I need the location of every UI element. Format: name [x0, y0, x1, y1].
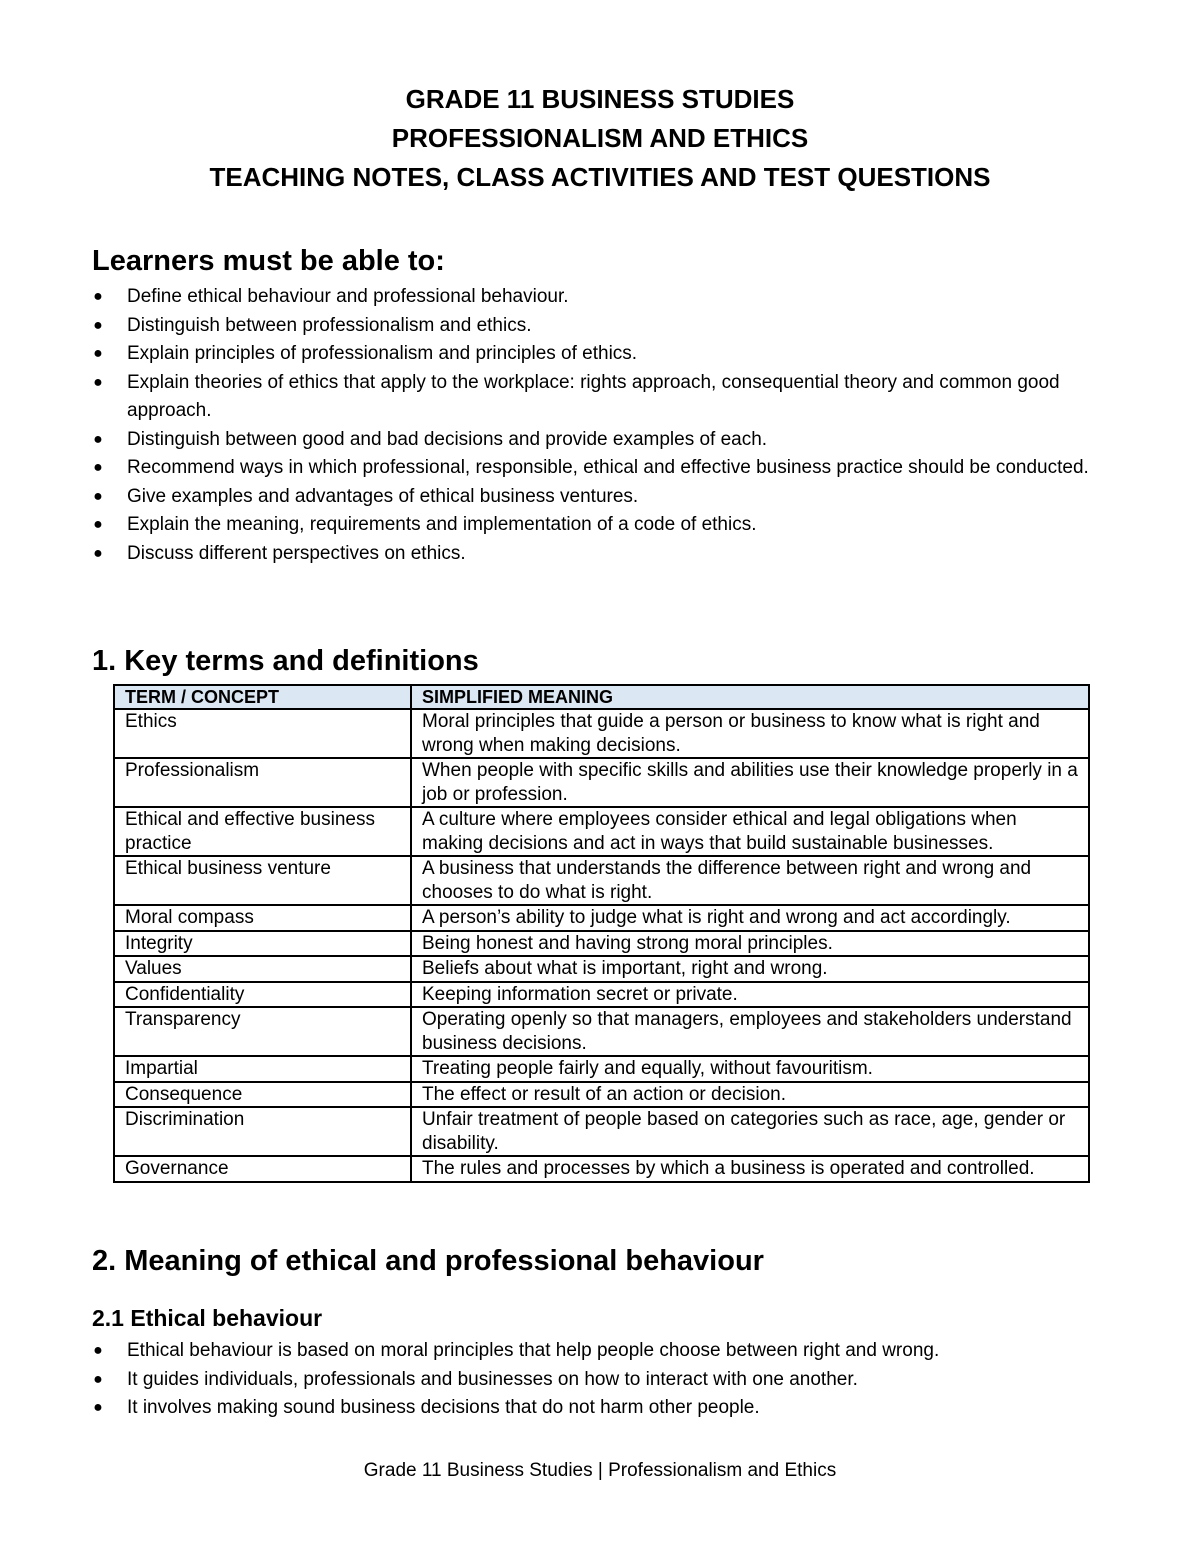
meaning-cell: Beliefs about what is important, right and wrong.: [411, 956, 1089, 982]
table-row: [114, 1156, 1089, 1182]
table-row: [114, 931, 1089, 957]
bullet-icon: ●: [93, 316, 103, 334]
meaning-cell: The effect or result of an action or decision.: [411, 1082, 1089, 1108]
bullet-icon: ●: [93, 459, 103, 476]
meaning-cell: Being honest and having strong moral principles.: [411, 931, 1089, 957]
term-cell: Professionalism: [114, 758, 411, 807]
ethical-behaviour-list: [92, 1337, 1102, 1423]
list-item: ● Define ethical behaviour and professional behaviour.: [92, 283, 1102, 312]
list-item: ● Discuss different perspectives on ethics.: [92, 540, 1102, 569]
list-item: ● Explain principles of professionalism and principles of ethics.: [92, 340, 1102, 369]
bullet-icon: ●: [93, 288, 103, 305]
term-cell: Ethics: [114, 709, 411, 758]
term-cell: Ethical and effective business practice: [114, 807, 411, 856]
section-1-heading: 1. Key terms and definitions: [92, 645, 479, 677]
bullet-icon: ●: [93, 487, 103, 505]
list-item: ● Distinguish between good and bad decisions and provide examples of each.: [92, 426, 1102, 455]
term-cell: Discrimination: [114, 1107, 411, 1156]
list-item: ● Give examples and advantages of ethical business ventures.: [92, 483, 1102, 512]
meaning-cell: Moral principles that guide a person or business to know what is right and wrong when making decisions.: [411, 709, 1089, 758]
table-row: [114, 1082, 1089, 1108]
key-terms-table: [113, 684, 1090, 1183]
bullet-icon: ●: [93, 1370, 103, 1388]
term-cell: Moral compass: [114, 905, 411, 931]
bullet-icon: ●: [93, 516, 103, 533]
term-cell: Governance: [114, 1156, 411, 1182]
list-item: ● Explain the meaning, requirements and implementation of a code of ethics.: [92, 511, 1102, 540]
term-cell: Integrity: [114, 931, 411, 957]
table-row: [114, 982, 1089, 1008]
table-row: [114, 1056, 1089, 1082]
table-row: [114, 1007, 1089, 1056]
title-line: TEACHING NOTES, CLASS ACTIVITIES AND TEST QUESTIONS: [209, 162, 991, 192]
column-header-meaning: SIMPLIFIED MEANING: [411, 685, 1089, 709]
term-cell: Consequence: [114, 1082, 411, 1108]
table-row: [114, 956, 1089, 982]
meaning-cell: The rules and processes by which a business is operated and controlled.: [411, 1156, 1089, 1182]
term-cell: Values: [114, 956, 411, 982]
meaning-cell: Unfair treatment of people based on categories such as race, age, gender or disability.: [411, 1107, 1089, 1156]
term-cell: Impartial: [114, 1056, 411, 1082]
meaning-cell: A business that understands the difference between right and wrong and chooses to do what is right.: [411, 856, 1089, 905]
list-item: ● It involves making sound business decisions that do not harm other people.: [92, 1394, 1102, 1423]
bullet-icon: ●: [93, 373, 103, 391]
meaning-cell: Keeping information secret or private.: [411, 982, 1089, 1008]
table-row: [114, 758, 1089, 807]
title-line: GRADE 11 BUSINESS STUDIES: [405, 84, 795, 114]
section-2-heading: 2. Meaning of ethical and professional behaviour: [92, 1245, 764, 1277]
list-item: ● Distinguish between professionalism and ethics.: [92, 312, 1102, 341]
column-header-term: TERM / CONCEPT: [114, 685, 411, 709]
meaning-cell: Operating openly so that managers, employees and stakeholders understand business decisions.: [411, 1007, 1089, 1056]
term-cell: Transparency: [114, 1007, 411, 1056]
table-row: [114, 856, 1089, 905]
table-row: [114, 905, 1089, 931]
learners-heading: Learners must be able to:: [92, 245, 445, 277]
title-line: PROFESSIONALISM AND ETHICS: [391, 123, 809, 153]
list-item: ● It guides individuals, professionals and businesses on how to interact with one another.: [92, 1366, 1102, 1395]
learners-list: [92, 283, 1102, 568]
term-cell: Confidentiality: [114, 982, 411, 1008]
meaning-cell: A person’s ability to judge what is right and wrong and act accordingly.: [411, 905, 1089, 931]
table-header-row: [114, 685, 1089, 709]
meaning-cell: When people with specific skills and abilities use their knowledge properly in a job or profession.: [411, 758, 1089, 807]
meaning-cell: Treating people fairly and equally, without favouritism.: [411, 1056, 1089, 1082]
list-item: ● Explain theories of ethics that apply to the workplace: rights approach, consequential theory and common good approach.: [92, 369, 1102, 426]
bullet-icon: ●: [93, 430, 103, 448]
bullet-icon: ●: [93, 345, 103, 362]
term-cell: Ethical business venture: [114, 856, 411, 905]
bullet-icon: ●: [93, 544, 103, 562]
page-footer: Grade 11 Business Studies | Professionalism and Ethics: [363, 1460, 837, 1481]
meaning-cell: A culture where employees consider ethical and legal obligations when making decisions and act in ways that build sustainable businesses.: [411, 807, 1089, 856]
bullet-icon: ●: [93, 1342, 103, 1359]
list-item: ● Ethical behaviour is based on moral principles that help people choose between right and wrong.: [92, 1337, 1102, 1366]
table-row: [114, 709, 1089, 758]
bullet-icon: ●: [93, 1399, 103, 1416]
table-row: [114, 1107, 1089, 1156]
document-title: [0, 80, 1200, 197]
subsection-2-1-heading: 2.1 Ethical behaviour: [92, 1305, 323, 1331]
list-item: ● Recommend ways in which professional, responsible, ethical and effective business practice should be conducted.: [92, 454, 1102, 483]
table-row: [114, 807, 1089, 856]
